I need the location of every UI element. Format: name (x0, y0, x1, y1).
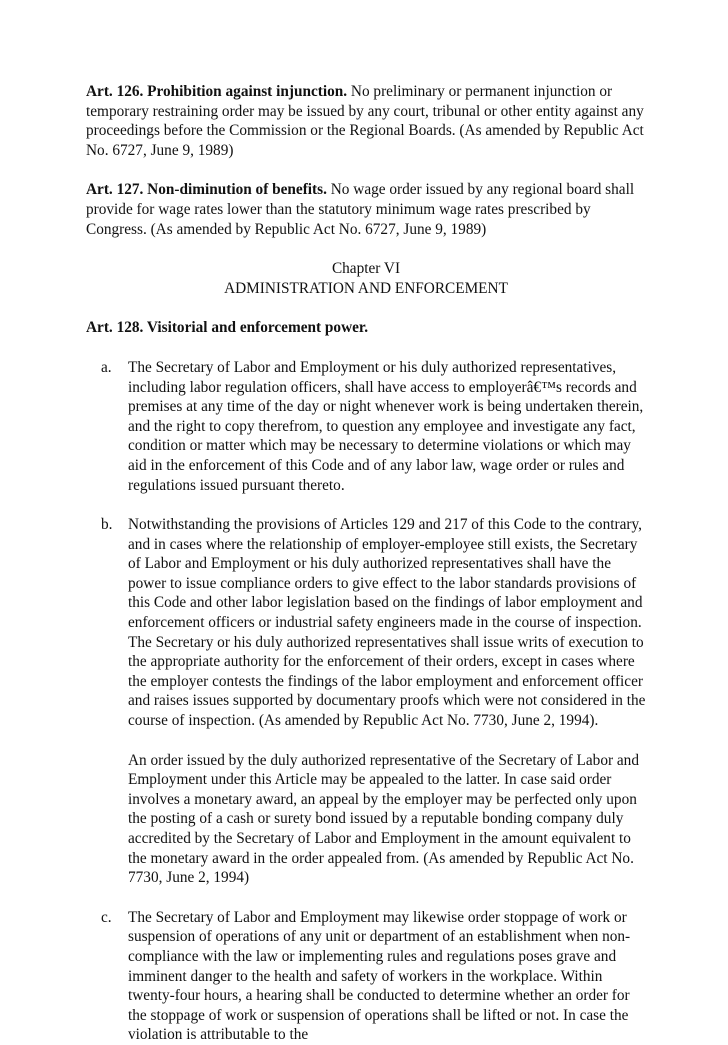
art-128-title: Art. 128. Visitorial and enforcement power. (86, 319, 369, 337)
spacer (86, 338, 646, 358)
spacer (86, 888, 646, 908)
document-page (86, 82, 646, 1045)
art-128-list (86, 358, 646, 1045)
art-127-paragraph (86, 180, 646, 239)
spacer (86, 495, 646, 515)
spacer (128, 731, 646, 751)
list-item-text: Notwithstanding the provisions of Articles 129 and 217 of this Code to the contrary, and in cases where the relationship of employer-employee still exists, the Secretary of Labor and Employment or his duly authorized representatives shall have the power to issue compliance orders to give effect to the labor standards provisions of this Code and other labor legislation based on the findings of labor employment and enforcement officers or industrial safety engineers made in the course of inspection. The Secretary or his duly authorized representatives shall issue writs of execution to the appropriate authority for the enforcement of their orders, except in cases where the employer contests the findings of the labor employment and enforcement officer and raises issues supported by documentary proofs which were not considered in the course of inspection. (As amended by Republic Act No. 7730, June 2, 1994). (128, 516, 646, 730)
art-126-paragraph (86, 82, 646, 160)
spacer (86, 160, 646, 180)
art-127-title: Art. 127. Non-diminution of benefits. (86, 181, 327, 199)
chapter-title: ADMINISTRATION AND ENFORCEMENT (224, 279, 508, 297)
list-item (86, 908, 646, 1045)
list-item (86, 358, 646, 495)
art-127-body: No wage order issued by any regional board shall provide for wage rates lower than the statutory minimum wage rates prescribed by Congress. (As amended by Republic Act No. 6727, June 9, 1989) (86, 181, 635, 238)
list-marker: c. (101, 908, 112, 926)
list-marker: a. (101, 358, 112, 376)
chapter-number: Chapter VI (331, 260, 401, 278)
spacer (86, 298, 646, 318)
list-item (86, 515, 646, 888)
list-item-text-continued: An order issued by the duly authorized representative of the Secretary of Labor and Employment under this Article may be appealed to the latter. In case said order involves a monetary award, an appeal by the employer may be perfected only upon the posting of a cash or surety bond issued by a reputable bonding company duly accredited by the Secretary of Labor and Employment in the amount equivalent to the monetary award in the order appealed from. (As amended by Republic Act No. 7730, June 2, 1994) (128, 751, 639, 887)
art-126-body: No preliminary or permanent injunction or temporary restraining order may be issued by any court, tribunal or other entity against any proceedings before the Commission or the Regional Boards. (As amended by Republic Act No. 6727, June 9, 1989) (86, 83, 644, 159)
chapter-heading (86, 259, 646, 298)
art-126-title: Art. 126. Prohibition against injunction. (86, 83, 348, 100)
list-marker: b. (101, 516, 113, 534)
spacer (86, 239, 646, 259)
list-item-text: The Secretary of Labor and Employment may likewise order stoppage of work or suspension of operations of any unit or department of an establishment when non-compliance with the law or implementing rules and regulations poses grave and imminent danger to the health and safety of workers in the workplace. Within twenty-four hours, a hearing shall be conducted to determine whether an order for the stoppage of work or suspension of operations shall be lifted or not. In case the violation is attributable to the (128, 908, 631, 1044)
list-item-text: The Secretary of Labor and Employment or his duly authorized representatives, including labor regulation officers, shall have access to employerâ€™s records and premises at any time of the day or night whenever work is being undertaken therein, and the right to copy therefrom, to question any employee and investigate any fact, condition or matter which may be necessary to determine violations or which may aid in the enforcement of this Code and of any labor law, wage order or rules and regulations issued pursuant thereto. (128, 358, 644, 494)
